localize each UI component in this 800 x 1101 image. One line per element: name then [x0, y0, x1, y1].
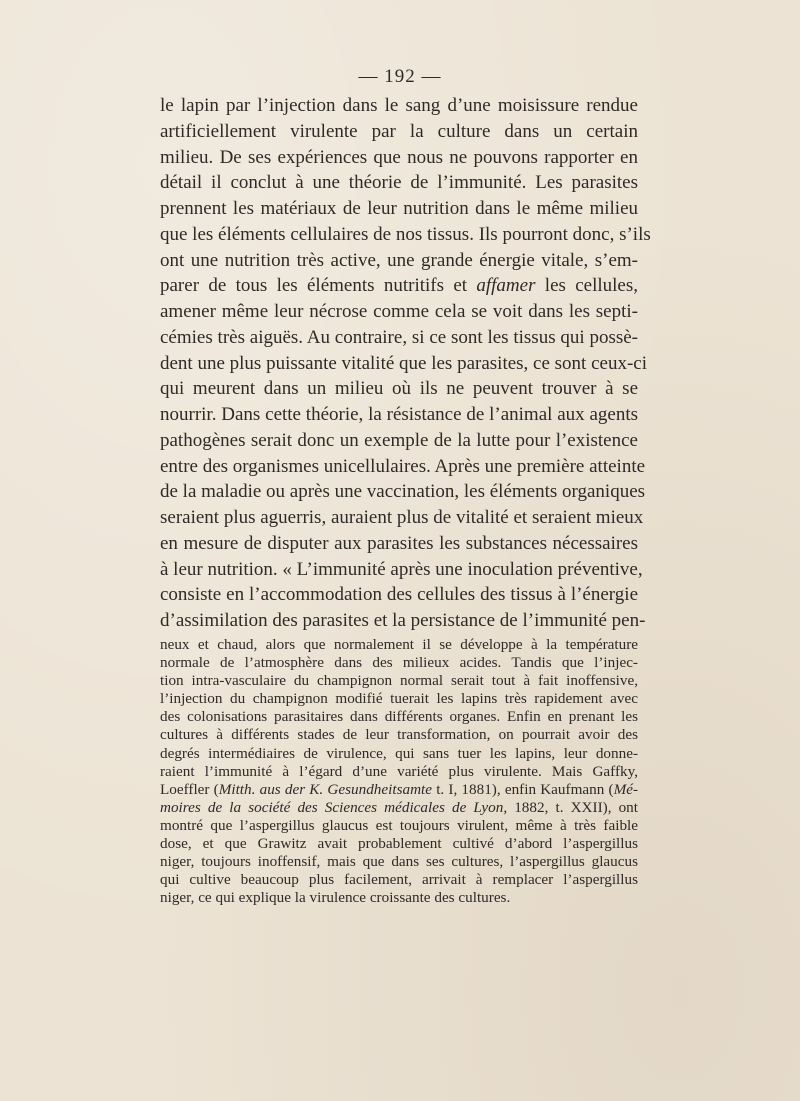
footnote-line [160, 781, 638, 799]
footnote-line [160, 799, 638, 817]
text-segment: les cellules, [535, 275, 639, 297]
body-line: consiste en l’accommodation des cellules des tissus à l’énergie [160, 584, 638, 606]
text-segment: , 1882, t. XXII), ont [503, 798, 638, 816]
body-line: qui meurent dans un milieu où ils ne peuvent trouver à se [160, 378, 638, 400]
body-line: que les éléments cellulaires de nos tissus. Ils pourront donc, s’ils [160, 223, 651, 245]
body-text [160, 93, 651, 634]
footnote-line: des colonisations parasitaires dans différents organes. Enfin en prenant les [160, 708, 638, 726]
italic-text: moires de la société des Sciences médicales de Lyon [160, 798, 504, 816]
text-segment: Loeffler ( [160, 780, 219, 798]
body-line: pathogènes serait donc un exemple de la lutte pour l’existence [160, 429, 638, 451]
footnote-line: l’injection du champignon modifié tuerait les lapins très rapidement avec [160, 690, 638, 708]
footnote-line: degrés intermédiaires de virulence, qui sans tuer les lapins, leur donne- [160, 744, 638, 762]
body-line: seraient plus aguerris, auraient plus de vitalité et seraient mieux [160, 507, 644, 528]
italic-text: Mé- [613, 780, 639, 798]
body-line: à leur nutrition. « L’immunité après une inoculation préventive, [160, 558, 643, 580]
footnote-line: qui cultive beaucoup plus facilement, arrivait à remplacer l’aspergillus [160, 871, 638, 889]
body-line: détail il conclut à une théorie de l’immunité. Les parasites [160, 172, 638, 194]
body-line: cémies très aiguës. Au contraire, si ce sont les tissus qui possè- [160, 326, 638, 348]
body-line: d’assimilation des parasites et la persistance de l’immunité pen- [160, 610, 646, 631]
body-line: dent une plus puissante vitalité que les parasites, ce sont ceux-ci [160, 352, 647, 374]
italic-text: affamer [476, 275, 536, 297]
body-line: ont une nutrition très active, une grande énergie vitale, s’em- [160, 249, 638, 271]
body-line: prennent les matériaux de leur nutrition dans le même milieu [160, 198, 638, 219]
body-line [160, 273, 638, 299]
italic-text: Mitth. aus der K. Gesundheitsamte [218, 780, 433, 798]
footnote-line: niger, toujours inoffensif, mais que dans ses cultures, l’aspergillus glaucus [160, 853, 638, 871]
body-line: artificiellement virulente par la culture dans un certain [160, 120, 638, 142]
footnote-line: cultures à différents stades de leur transformation, on pourrait avoir des [160, 726, 638, 744]
body-line: le lapin par l’injection dans le sang d’une moisissure rendue [160, 95, 638, 116]
page-number: — 192 — [358, 66, 442, 87]
footnote-line: niger, ce qui explique la virulence croissante des cultures. [160, 889, 511, 907]
footnote [160, 636, 638, 907]
body-line: milieu. De ses expériences que nous ne pouvons rapporter en [160, 146, 638, 168]
footnote-line: dose, et que Grawitz avait probablement cultivé d’abord l’aspergillus [160, 835, 638, 853]
footnote-line: neux et chaud, alors que normalement il se développe à la température [160, 636, 638, 653]
text-segment: t. I, 1881), enfin Kaufmann ( [432, 780, 614, 798]
text-segment: parer de tous les éléments nutritifs et [160, 275, 477, 297]
body-line: en mesure de disputer aux parasites les substances nécessaires [160, 532, 638, 554]
body-line: de la maladie ou après une vaccination, les éléments organiques [160, 481, 646, 503]
footnote-line: normale de l’atmosphère dans des milieux acides. Tandis que l’injec- [160, 654, 638, 672]
body-line: amener même leur nécrose comme cela se voit dans les septi- [160, 301, 638, 322]
footnote-line: montré que l’aspergillus glaucus est toujours virulent, même à très faible [160, 816, 638, 834]
footnote-line: tion intra-vasculaire du champignon normal serait tout à fait inoffensive, [160, 672, 638, 690]
footnote-line: raient l’immunité à l’égard d’une variété plus virulente. Mais Gaffky, [160, 762, 638, 780]
body-line: nourrir. Dans cette théorie, la résistance de l’animal aux agents [160, 404, 638, 425]
body-line: entre des organismes unicellulaires. Après une première atteinte [160, 455, 646, 477]
